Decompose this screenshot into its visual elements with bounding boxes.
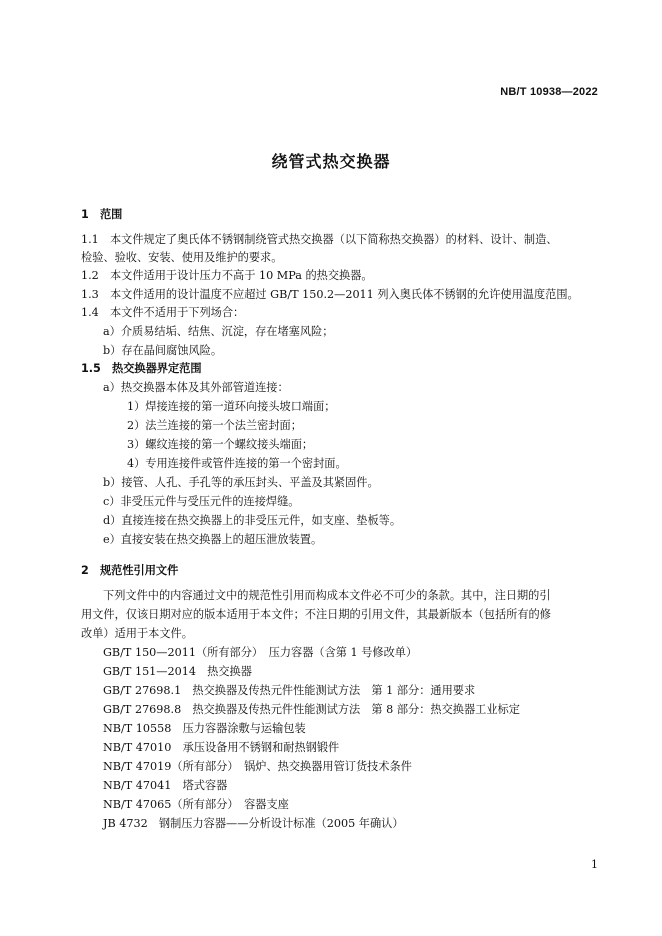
section-2-intro-line-2: 用文件，仅该日期对应的版本适用于本文件；不注日期的引用文件，其最新版本（包括所有的修 (81, 608, 551, 621)
clause-1-4-item-a: a）介质易结垢、结焦、沉淀，存在堵塞风险； (103, 325, 334, 338)
reference-item: NB/T 47041 塔式容器 (103, 779, 228, 792)
clause-1-5-item-a-2: 2）法兰连接的第一个法兰密封面； (127, 419, 302, 432)
clause-1-5-item-a-4: 4）专用连接件或管件连接的第一个密封面。 (127, 457, 347, 470)
reference-item: NB/T 47010 承压设备用不锈钢和耐热钢锻件 (103, 741, 340, 754)
reference-item: GB/T 150—2011（所有部分） 压力容器（含第 1 号修改单） (103, 646, 418, 659)
section-2-intro-line-3: 改单）适用于本文件。 (81, 627, 193, 640)
reference-item: NB/T 47065（所有部分） 容器支座 (103, 798, 289, 811)
clause-1-4-item-b: b）存在晶间腐蚀风险。 (103, 344, 223, 357)
clause-1-5-item-a-3: 3）螺纹连接的第一个螺纹接头端面； (127, 438, 314, 451)
reference-item: GB/T 27698.1 热交换器及传热元件性能测试方法 第 1 部分：通用要求 (103, 684, 476, 697)
reference-item: GB/T 27698.8 热交换器及传热元件性能测试方法 第 8 部分：热交换器工业标定 (103, 703, 520, 716)
clause-1-5-item-e: e）直接安装在热交换器上的超压泄放装置。 (103, 533, 323, 546)
reference-item: GB/T 151—2014 热交换器 (103, 665, 252, 678)
standard-code: NB/T 10938—2022 (500, 86, 598, 98)
section-2-heading: 2 规范性引用文件 (81, 564, 179, 577)
clause-1-5-item-c: c）非受压元件与受压元件的连接焊缝。 (103, 495, 300, 508)
clause-1-1-line-1: 1.1 本文件规定了奥氏体不锈钢制绕管式热交换器（以下简称热交换器）的材料、设计、制造、 (81, 233, 558, 246)
clause-1-5-item-a-1: 1）焊接连接的第一道环向接头坡口端面； (127, 400, 336, 413)
section-1-heading: 1 范围 (81, 208, 123, 221)
clause-1-4: 1.4 本文件不适用于下列场合： (81, 306, 245, 319)
reference-item: JB 4732 钢制压力容器——分析设计标准（2005 年确认） (103, 817, 404, 830)
clause-1-2: 1.2 本文件适用于设计压力不高于 10 MPa 的热交换器。 (81, 269, 373, 282)
clause-1-5-item-d: d）直接连接在热交换器上的非受压元件，如支座、垫板等。 (103, 514, 402, 527)
reference-item: NB/T 10558 压力容器涂敷与运输包装 (103, 722, 306, 735)
page-number: 1 (591, 858, 598, 871)
document-title: 绕管式热交换器 (271, 152, 391, 171)
clause-1-5: 1.5 热交换器界定范围 (81, 362, 202, 375)
clause-1-5-item-b: b）接管、人孔、手孔等的承压封头、平盖及其紧固件。 (103, 476, 379, 489)
clause-1-1-line-2: 检验、验收、安装、使用及维护的要求。 (81, 251, 283, 264)
reference-item: NB/T 47019（所有部分） 锅炉、热交换器用管订货技术条件 (103, 760, 412, 773)
section-2-intro-line-1: 下列文件中的内容通过文中的规范性引用而构成本文件必不可少的条款。其中，注日期的引 (103, 589, 551, 602)
clause-1-3: 1.3 本文件适用的设计温度不应超过 GB/T 150.2—2011 列入奥氏体不锈钢的允许使用温度范围。 (81, 288, 579, 301)
clause-1-5-item-a: a）热交换器本体及其外部管道连接： (103, 381, 289, 394)
